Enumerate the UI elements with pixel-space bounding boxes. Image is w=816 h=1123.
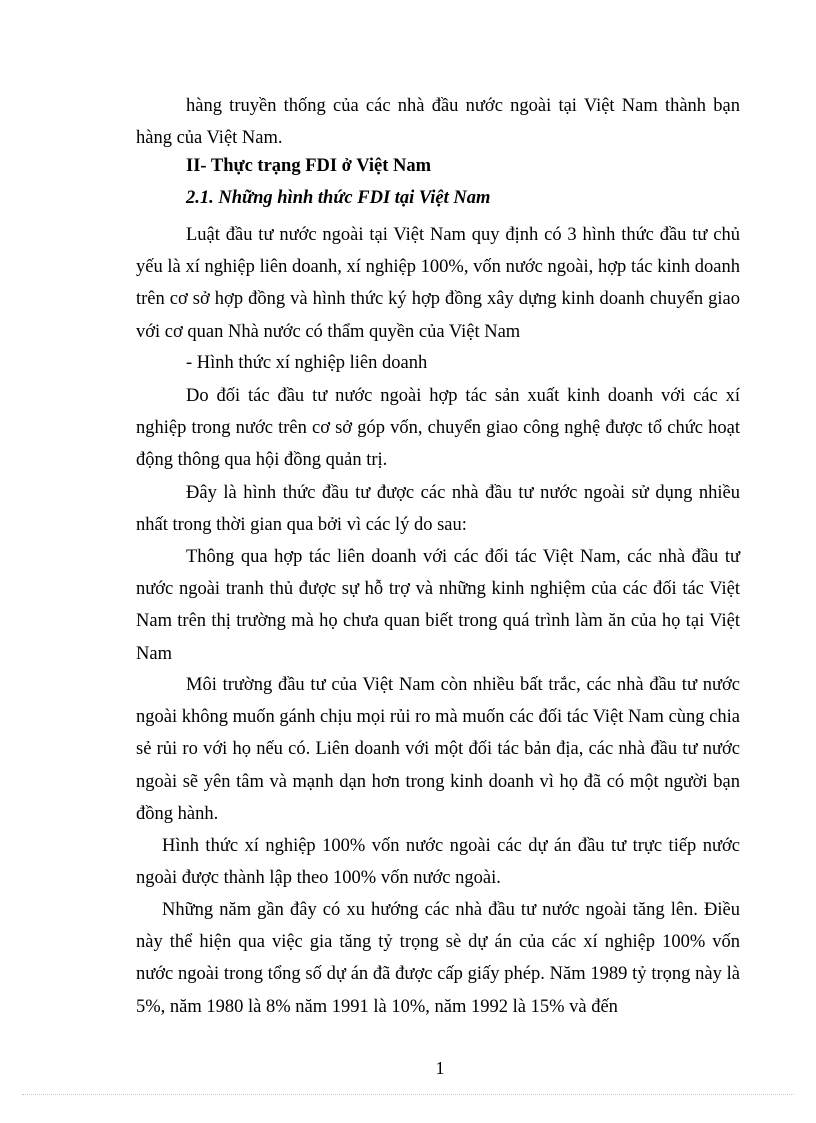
paragraph-trend: Những năm gần đây có xu hướng các nhà đầu tư nước ngoài tăng lên. Điều này thể hiện qua việc gia tăng tỷ trọng sè dự án của các xí nghiệp 100% vốn nước ngoài trong tổng số dự án đã được cấp giấy phép. Năm 1989 tỷ trọng này là 5%, năm 1980 là 8% năm 1991 là 10%, năm 1992 là 15% và đến [136,900,740,1017]
footer-divider [22,1094,794,1095]
paragraph-joint-venture-desc: Do đối tác đầu tư nước ngoài hợp tác sản xuất kinh doanh với các xí nghiệp trong nước trên cơ sở góp vốn, chuyển giao công nghệ được tổ chức hoạt động thông qua hội đồng quản trị. [136,386,740,471]
page-number: 1 [435,1058,445,1078]
paragraph-reason-1: Thông qua hợp tác liên doanh với các đối tác Việt Nam, các nhà đầu tư nước ngoài tranh thủ được sự hỗ trợ và những kinh nghiệm của các đối tác Việt Nam trên thị trường mà họ chưa quan biết trong quá trình làm ăn của họ tại Việt Nam [136,547,740,664]
paragraph-law: Luật đầu tư nước ngoài tại Việt Nam quy định có 3 hình thức đầu tư chủ yếu là xí nghiệp liên doanh, xí nghiệp 100%, vốn nước ngoài, hợp tác kinh doanh trên cơ sở hợp đồng và hình thức ký hợp đồng xây dựng kinh doanh chuyển giao với cơ quan Nhà nước có thẩm quyền của Việt Nam [136,225,740,342]
paragraph-100-percent: Hình thức xí nghiệp 100% vốn nước ngoài các dự án đầu tư trực tiếp nước ngoài được thành lập theo 100% vốn nước ngoài. [136,836,740,889]
subsection-heading: 2.1. Những hình thức FDI tại Việt Nam [186,188,491,208]
paragraph-intro: hàng truyền thống của các nhà đầu nước ngoài tại Việt Nam thành bạn hàng của Việt Nam. [136,96,740,149]
paragraph-reason-2: Môi trường đầu tư của Việt Nam còn nhiều bất trắc, các nhà đầu tư nước ngoài không muốn gánh chịu mọi rủi ro mà muốn các đối tác Việt Nam cùng chia sẻ rủi ro với họ nếu có. Liên doanh với một đối tác bản địa, các nhà đầu tư nước ngoài sẽ yên tâm và mạnh dạn hơn trong kinh doanh vì họ đã có một người bạn đồng hành. [136,675,740,824]
section-heading: II- Thực trạng FDI ở Việt Nam [186,156,432,176]
paragraph-most-used: Đây là hình thức đầu tư được các nhà đầu tư nước ngoài sử dụng nhiều nhất trong thời gian qua bởi vì các lý do sau: [136,483,740,536]
paragraph-joint-venture-label: - Hình thức xí nghiệp liên doanh [186,353,428,373]
